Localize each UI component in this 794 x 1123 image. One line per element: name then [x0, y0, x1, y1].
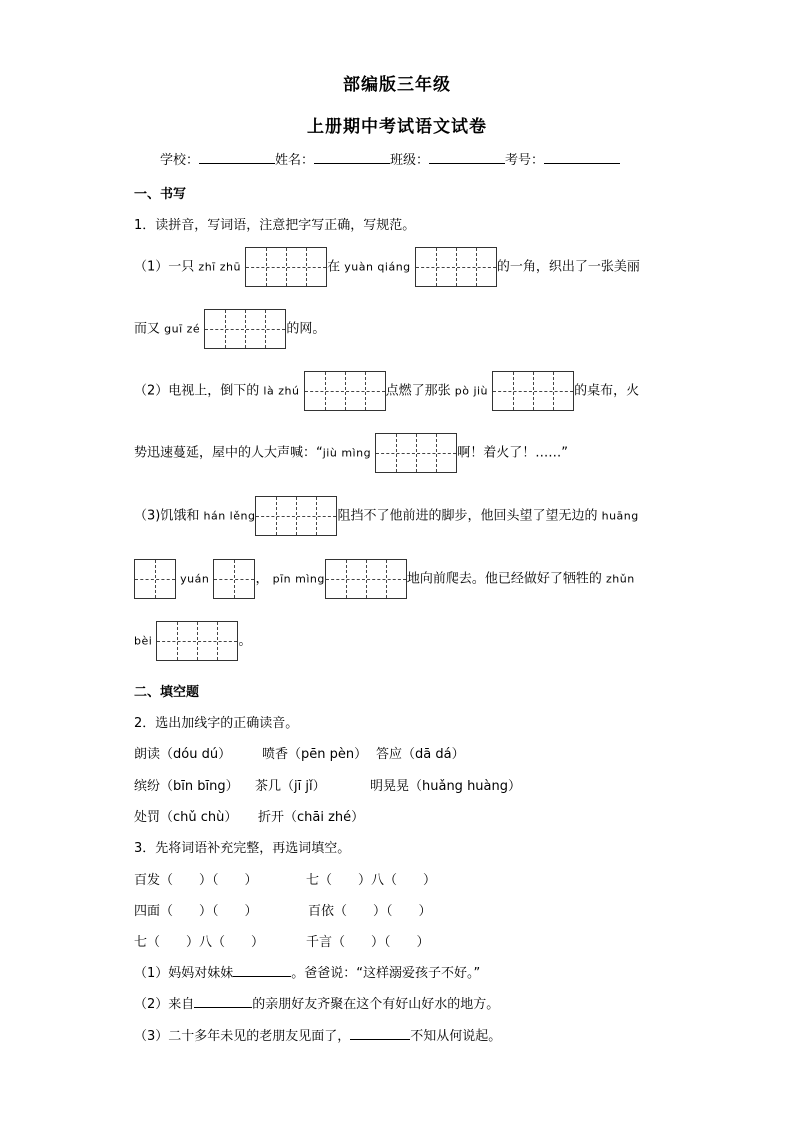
number-label: 考号： — [505, 153, 545, 168]
writing-grid-huang[interactable] — [134, 559, 176, 599]
q1-text: 的桌布，火 — [574, 383, 640, 399]
pinyin-huang: huāng — [601, 509, 639, 523]
pinyin-guize: guī zé — [164, 322, 201, 336]
name-blank[interactable] — [314, 151, 390, 164]
sentence-text: （2）来自 — [134, 997, 195, 1012]
idiom-blank[interactable]: 百依（ ）（ ） — [308, 904, 432, 919]
q1-line-3 — [134, 371, 639, 411]
pinyin-zhun: zhǔn — [606, 572, 635, 586]
class-blank[interactable] — [429, 151, 505, 164]
q1-text: 而又 — [134, 321, 161, 337]
pinyin-zhizhu: zhī zhū — [198, 260, 241, 274]
pinyin-yuanqiang: yuàn qiáng — [344, 260, 411, 274]
writing-grid-pojiu[interactable] — [492, 371, 574, 411]
question-1-prompt: 1．读拼音，写词语，注意把字写正确，写规范。 — [134, 218, 416, 233]
writing-grid-hanleng[interactable] — [255, 496, 337, 536]
q1-text: 地向前爬去。他已经做好了牺牲的 — [406, 571, 602, 587]
class-label: 班级： — [390, 153, 430, 168]
idiom-blank[interactable]: 千言（ ）（ ） — [306, 935, 430, 950]
sentence-text: 的亲朋好友齐聚在这个有好山好水的地方。 — [252, 997, 500, 1012]
q1-text: （1）一只 — [134, 259, 195, 275]
idiom-blank[interactable]: 七（ ）八（ ） — [306, 873, 437, 888]
q1-text: 啊！着火了！……” — [457, 445, 568, 461]
pinyin-pinming: pīn mìng — [272, 572, 325, 586]
fill-sentence-3 — [134, 1025, 501, 1044]
pinyin-lazhu: là zhú — [263, 384, 300, 398]
fill-sentence-1 — [134, 962, 480, 981]
writing-grid-jiuming[interactable] — [375, 433, 457, 473]
reading-option: 处罚（chǔ chù） — [134, 810, 238, 825]
school-label: 学校： — [160, 153, 200, 168]
q1-line-7 — [134, 621, 251, 661]
pinyin-yuan: yuán — [180, 572, 210, 586]
writing-grid-zhizhu[interactable] — [245, 247, 327, 287]
reading-option: 缤纷（bīn bīng） — [134, 779, 239, 794]
writing-grid-lazhu[interactable] — [304, 371, 386, 411]
q1-text: 。 — [238, 633, 252, 649]
question-2-prompt: 2．选出加线字的正确读音。 — [134, 716, 299, 731]
q1-text: 点燃了那张 — [385, 383, 451, 399]
writing-grid-guize[interactable] — [204, 309, 286, 349]
q1-text: 的网。 — [286, 321, 326, 337]
sentence-text: 。爸爸说：“这样溺爱孩子不好。” — [291, 966, 481, 981]
section-heading-writing: 一、书写 — [134, 187, 187, 202]
section-heading-fill-blanks: 二、填空题 — [134, 685, 200, 700]
answer-blank[interactable] — [194, 995, 252, 1008]
sentence-text: 不知从何说起。 — [410, 1029, 502, 1044]
exam-title-grade: 部编版三年级 — [343, 75, 451, 95]
q1-text: 在 — [327, 259, 341, 275]
writing-grid-yuan[interactable] — [213, 559, 255, 599]
school-blank[interactable] — [199, 151, 275, 164]
idiom-blank[interactable]: 七（ ）八（ ） — [134, 935, 265, 950]
writing-grid-yuanqiang[interactable] — [415, 247, 497, 287]
q1-text: 阻挡不了他前进的脚步，他回头望了望无边的 — [337, 508, 598, 524]
pinyin-pojiu: pò jiù — [454, 384, 489, 398]
q1-line-2 — [134, 309, 325, 349]
student-info-row — [160, 149, 620, 168]
q1-text: （2）电视上，倒下的 — [134, 383, 260, 399]
fill-sentence-2 — [134, 993, 499, 1012]
number-blank[interactable] — [544, 151, 620, 164]
reading-option: 答应（dā dá） — [376, 747, 465, 762]
reading-option: 朗读（dóu dú） — [134, 747, 232, 762]
answer-blank[interactable] — [233, 964, 291, 977]
exam-title-main: 上册期中考试语文试卷 — [307, 117, 487, 137]
pinyin-jiuming: jiù mìng — [322, 446, 372, 460]
q1-line-5 — [134, 496, 639, 536]
q1-text: （3)饥饿和 — [134, 508, 200, 524]
q1-line-4 — [134, 433, 568, 473]
sentence-text: （3）二十多年未见的老朋友见面了， — [134, 1029, 351, 1044]
writing-grid-pinming[interactable] — [325, 559, 407, 599]
idiom-blank[interactable]: 百发（ ）（ ） — [134, 873, 258, 888]
answer-blank[interactable] — [350, 1027, 410, 1040]
q1-text: ， — [255, 571, 269, 587]
q1-text: 势迅速蔓延，屋中的人大声喊：“ — [134, 445, 323, 461]
reading-option: 折开（chāi zhé） — [258, 810, 365, 825]
idiom-blank[interactable]: 四面（ ）（ ） — [134, 904, 258, 919]
pinyin-hanleng: hán lěng — [203, 509, 256, 523]
reading-option: 喷香（pēn pèn） — [262, 747, 368, 762]
reading-option: 茶几（jī jǐ） — [255, 779, 326, 794]
q1-text: 的一角，织出了一张美丽 — [496, 259, 640, 275]
name-label: 姓名： — [275, 153, 315, 168]
q1-line-1 — [134, 247, 640, 287]
sentence-text: （1）妈妈对妹妹 — [134, 966, 234, 981]
pinyin-bei: bèi — [134, 634, 153, 648]
reading-option: 明晃晃（huǎng huàng） — [370, 779, 522, 794]
writing-grid-zhunbei[interactable] — [156, 621, 238, 661]
q1-line-6 — [134, 559, 635, 599]
question-3-prompt: 3．先将词语补充完整，再选词填空。 — [134, 841, 351, 856]
